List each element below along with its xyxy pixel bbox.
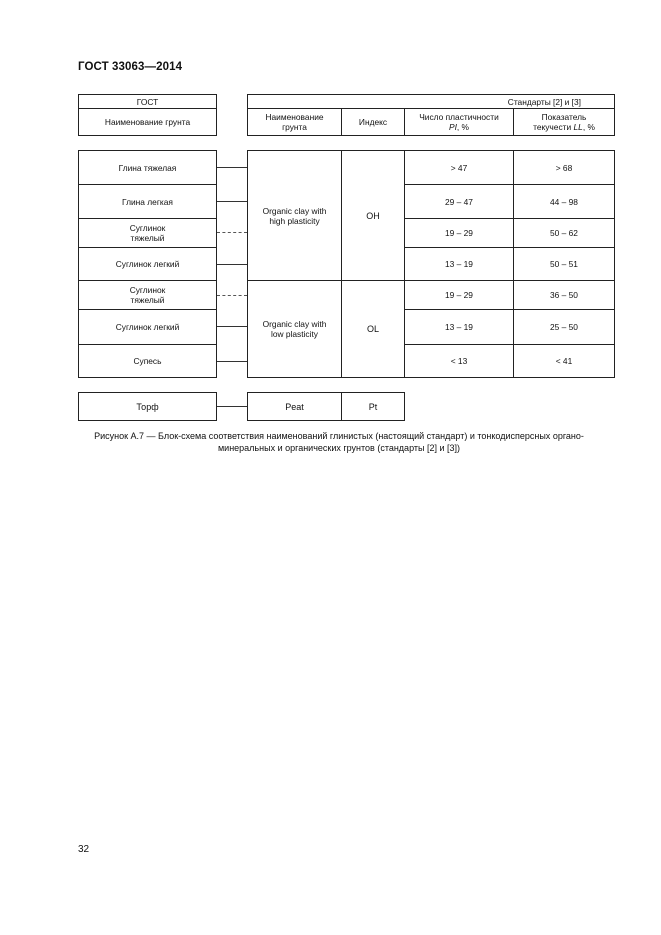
std-group-name: Organic clay with low plasticity xyxy=(262,319,327,339)
liquidity-index-cell xyxy=(513,150,615,185)
gost-header-label: ГОСТ xyxy=(136,96,159,107)
liquidity-index-value: 25 – 50 xyxy=(550,322,578,332)
plasticity-index-value: > 47 xyxy=(450,162,468,173)
plasticity-index-cell xyxy=(404,150,514,185)
std-group-oh-index xyxy=(341,150,405,281)
figure-caption: Рисунок А.7 — Блок-схема соответствия наименований глинистых (настоящий стандарт) и тонкодисперсных органо-минеральных и органических грунтов (стандарты [2] и [3]) xyxy=(94,431,584,453)
standards-header-label: Стандарты [2] и [3] xyxy=(507,96,581,107)
gost-soil-name: Глина тяжелая xyxy=(118,162,177,173)
connector-line xyxy=(217,167,247,168)
liquidity-index-cell xyxy=(513,309,615,345)
gost-soil-box xyxy=(78,218,217,248)
document-title: ГОСТ 33063—2014 xyxy=(78,61,183,73)
standards-header xyxy=(247,94,615,109)
plasticity-index-unit-line xyxy=(449,122,469,132)
plasticity-index-cell xyxy=(404,280,514,310)
gost-soil-name: Суглинок легкий xyxy=(115,259,180,269)
peat-gost-name: Торф xyxy=(136,401,159,412)
liquidity-index-cell xyxy=(513,280,615,310)
plasticity-index-value: 29 – 47 xyxy=(445,196,473,207)
plasticity-index-symbol: PI xyxy=(448,122,457,132)
liquidity-index-cell xyxy=(513,218,615,248)
liquidity-index-value: 36 – 50 xyxy=(550,290,578,300)
liquidity-index-cell xyxy=(513,184,615,219)
gost-soil-name: Глина легкая xyxy=(122,196,173,207)
peat-std-index-box xyxy=(341,392,405,421)
gost-soil-box xyxy=(78,150,217,185)
liquidity-index-unit: , % xyxy=(582,122,595,132)
liquidity-index-value: 50 – 51 xyxy=(550,259,578,269)
std-index-column-header xyxy=(341,108,405,136)
gost-name-column-header xyxy=(78,108,217,136)
gost-soil-box xyxy=(78,309,217,345)
std-name-column-label: Наименование грунта xyxy=(265,112,324,132)
liquidity-index-value: < 41 xyxy=(555,356,573,366)
connector-line xyxy=(217,326,247,327)
std-group-oh-name xyxy=(247,150,342,281)
liquidity-index-value: 44 – 98 xyxy=(550,196,578,207)
std-group-ol-index xyxy=(341,280,405,378)
liquidity-index-label-line1: Показатель xyxy=(541,112,587,122)
gost-header xyxy=(78,94,217,109)
page-number: 32 xyxy=(78,844,90,855)
gost-soil-name: Суглинок тяжелый xyxy=(129,285,166,305)
liquidity-index-value: 50 – 62 xyxy=(550,228,578,238)
std-name-column-header xyxy=(247,108,342,136)
plasticity-index-value: < 13 xyxy=(450,356,468,366)
plasticity-index-value: 19 – 29 xyxy=(445,228,473,238)
gost-soil-name: Суглинок легкий xyxy=(115,322,180,332)
liquidity-index-cell xyxy=(513,247,615,281)
std-group-ol-name xyxy=(247,280,342,378)
plasticity-index-value: 19 – 29 xyxy=(445,290,473,300)
peat-gost-box xyxy=(78,392,217,421)
peat-std-index: Pt xyxy=(368,401,378,412)
std-group-index: OH xyxy=(366,210,380,221)
std-index-column-label: Индекс xyxy=(358,117,388,127)
plasticity-index-cell xyxy=(404,344,514,378)
connector-line xyxy=(217,361,247,362)
connector-line xyxy=(217,201,247,202)
gost-soil-box xyxy=(78,280,217,310)
plasticity-index-value: 13 – 19 xyxy=(445,322,473,332)
plasticity-index-value: 13 – 19 xyxy=(445,259,473,269)
liquidity-index-value: > 68 xyxy=(555,162,573,173)
connector-line xyxy=(217,406,247,407)
gost-soil-name: Суглинок тяжелый xyxy=(129,223,166,243)
liquidity-index-column-header xyxy=(513,108,615,136)
plasticity-index-cell xyxy=(404,309,514,345)
connector-line xyxy=(217,264,247,265)
connector-line xyxy=(217,295,247,296)
plasticity-index-cell xyxy=(404,247,514,281)
peat-std-name-box xyxy=(247,392,342,421)
connector-line xyxy=(217,232,247,233)
peat-std-name: Peat xyxy=(285,401,304,412)
std-group-name: Organic clay with high plasticity xyxy=(262,205,327,226)
liquidity-index-cell xyxy=(513,344,615,378)
gost-soil-box xyxy=(78,247,217,281)
plasticity-index-cell xyxy=(404,218,514,248)
plasticity-index-label: Число пластичности xyxy=(419,112,499,122)
gost-soil-name: Супесь xyxy=(133,356,162,366)
gost-soil-box xyxy=(78,184,217,219)
plasticity-index-unit: , % xyxy=(456,122,470,132)
gost-name-column-label: Наименование грунта xyxy=(104,117,191,127)
gost-soil-box xyxy=(78,344,217,378)
liquidity-index-symbol: LL xyxy=(573,122,583,132)
std-group-index: OL xyxy=(366,324,379,334)
liquidity-index-unit-line: текучести LL, % xyxy=(533,122,595,132)
plasticity-index-column-header xyxy=(404,108,514,136)
plasticity-index-cell xyxy=(404,184,514,219)
